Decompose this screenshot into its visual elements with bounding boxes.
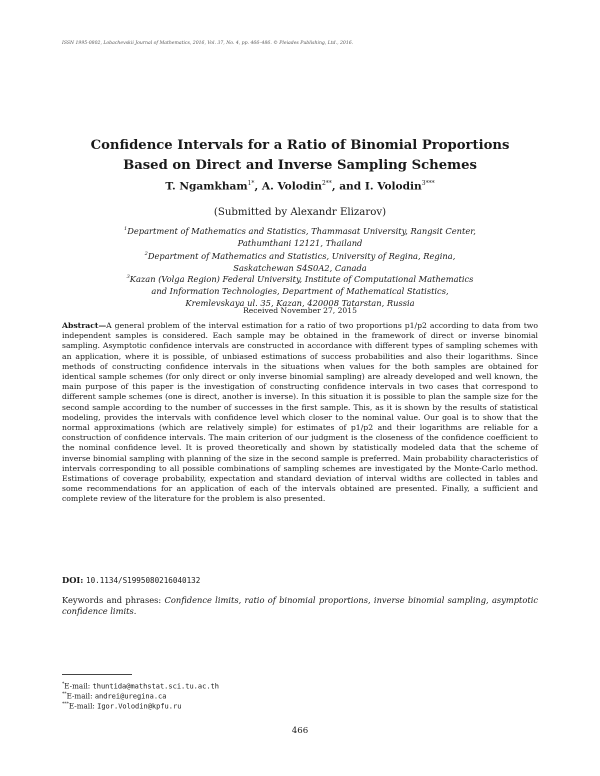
- affiliation-3: [100, 271, 500, 309]
- keywords-label: Keywords and phrases:: [62, 595, 162, 605]
- journal-header: ISSN 1995-0802, Lobachevskii Journal of Mathematics, 2016, Vol. 37, No. 4, pp. 466–486. © Pleiades Publishing, Ltd., 2016.: [62, 41, 354, 46]
- doi: [62, 575, 538, 585]
- footnote-mark: *: [62, 682, 65, 687]
- title-line-1: Confidence Intervals for a Ratio of Binomial Proportions: [90, 138, 510, 153]
- footnote-divider: [62, 674, 132, 675]
- affiliation-line: Department of Mathematics and Statistics, Thammasat University, Rangsit Center,: [127, 225, 476, 236]
- affiliation-line: Pathumthani 12121, Thailand: [237, 237, 363, 248]
- affiliation-line: and Information Technologies, Department of Mathematical Statistics,: [151, 285, 449, 296]
- email-label: E-mail:: [66, 691, 93, 701]
- submitted-by: (Submitted by Alexandr Elizarov): [213, 207, 387, 218]
- footnote-mark: ***: [62, 702, 69, 707]
- title-line-2: Based on Direct and Inverse Sampling Schemes: [123, 158, 477, 173]
- doi-label: DOI:: [62, 575, 84, 585]
- abstract-text: A general problem of the interval estimation for a ratio of two proportions p1/p2 according to data from two independent samples is considered. Each sample may be obtained in the framework of direct or inverse binomial sampling. Asymptotic confidence intervals are constructed in accordance with different types of sampling schemes with an application, where it is possible, of unbiased estimations of success probabilities and also their logarithms. Since methods of constructing confidence intervals in the situations when values for the both samples are obtained for identical sample schemes (for only direct or only inverse binomial sampling) are already developed and well known, the main purpose of this paper is the investigation of constructing confidence intervals in two cases that correspond to different sample schemes (one is direct, another is inverse). In this situation it is possible to plan the sample size for the second sample according to the number of successes in the first sample. This, as it is shown by the results of statistical modeling, provides the intervals with confidence level which closer to the nominal value. Our goal is to show that the normal approximations (which are relatively simple) for estimates of p1/p2 and their logarithms are reliable for a construction of confidence intervals. The main criterion of our judgment is the closeness of the confidence coefficient to the nominal confidence level. It is proved theoretically and shown by statistically modeled data that the scheme of inverse binomial sampling with planning of the size in the second sample is preferred. Main probability characteristics of intervals corresponding to all possible combinations of sampling schemes are investigated by the Monte-Carlo method. Estimations of coverage probability, expectation and standard deviation of interval widths are collected in tables and some recommendations for an application of each of the intervals obtained are presented. Finally, a sufficient and complete review of the literature for the problem is also presented.: [62, 321, 538, 504]
- affiliation-line: Department of Mathematics and Statistics, University of Regina, Regina,: [147, 250, 456, 261]
- affiliation-mark: 1: [124, 226, 128, 232]
- page-number: 466: [291, 726, 309, 736]
- author-list: [70, 180, 530, 193]
- footnote-mark: **: [62, 692, 67, 697]
- doi-link[interactable]: 10.1134/S1995080216040132: [86, 576, 201, 585]
- author-name: T. Ngamkham: [165, 180, 248, 193]
- email-label: E-mail:: [68, 701, 95, 711]
- affiliation-mark: 3: [126, 274, 130, 280]
- affiliation-line: Kazan (Volga Region) Federal University, Institute of Computational Mathematics: [129, 273, 474, 284]
- affiliation-2: [100, 248, 500, 274]
- email-link[interactable]: thuntida@mathstat.sci.tu.ac.th: [92, 682, 219, 691]
- affiliation-line: Kremlevskaya ul. 35, Kazan, 420008 Tatarstan, Russia: [185, 297, 415, 308]
- author-separator: ,: [254, 180, 259, 193]
- article-title: [70, 136, 530, 176]
- email-label: E-mail:: [64, 681, 91, 691]
- author-name: I. Volodin: [364, 180, 422, 193]
- abstract-label: Abstract—: [62, 321, 107, 330]
- affiliation-line: Saskatchewan S4S0A2, Canada: [233, 262, 367, 273]
- email-link[interactable]: andrei@uregina.ca: [94, 692, 167, 701]
- author-mark: 2**: [321, 180, 332, 187]
- email-link[interactable]: Igor.Volodin@kpfu.ru: [97, 702, 182, 711]
- author-name: A. Volodin: [261, 180, 322, 193]
- author-mark: 1*: [247, 180, 255, 187]
- abstract: [62, 321, 538, 505]
- received-date: Received November 27, 2015: [243, 306, 357, 315]
- author-separator: , and: [331, 180, 362, 193]
- footnote-email: [62, 700, 362, 711]
- affiliation-mark: 2: [144, 251, 148, 257]
- affiliation-1: [100, 223, 500, 249]
- keywords: [62, 595, 538, 617]
- keywords-text: Confidence limits, ratio of binomial proportions, inverse binomial sampling, asymptotic confidence limits.: [62, 595, 539, 616]
- author-mark: 3***: [421, 180, 435, 187]
